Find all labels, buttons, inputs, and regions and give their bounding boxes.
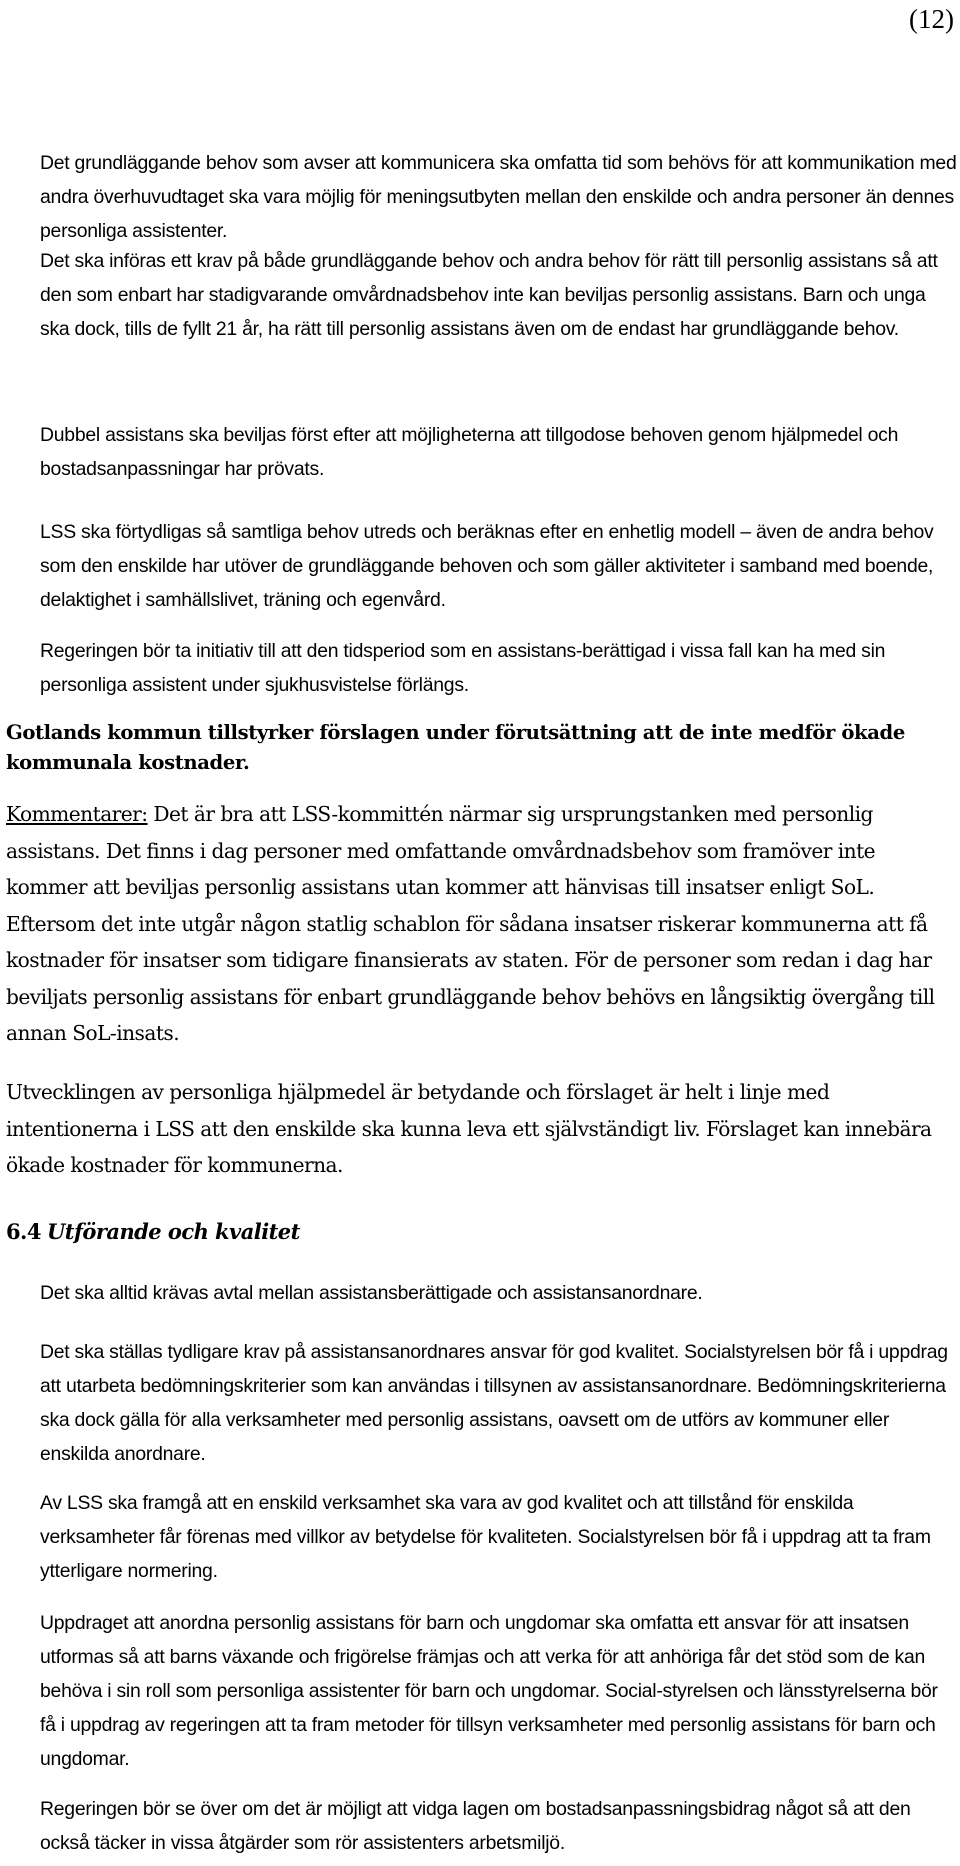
page-number: (12) (909, 4, 954, 34)
comments-text: Det är bra att LSS-kommittén närmar sig ursprungstanken med personlig assistans. Det finns i dag personer med omfattande omvårdnadsbehov som framöver inte kommer att beviljas personlig assistans utan kommer att hänvisas till insatser enligt SoL. Eftersom det inte utgår någon statlig schablon för sådana insatser riskerar kommunerna att få kostnader för insatser som tidigare finansierats av staten. För de personer som redan i dag har beviljats personlig assistans för enbart grundläggande behov behövs en långsiktig övergång till annan SoL-insats. (6, 802, 935, 1045)
section-number: 6.4 (6, 1219, 41, 1244)
municipality-statement: Gotlands kommun tillstyrker förslagen under förutsättning att de inte medför ökade kommunala kostnader. (6, 721, 905, 774)
paragraph-comments (6, 796, 956, 1052)
paragraph-children-assistance: Uppdraget att anordna personlig assistans för barn och ungdomar ska omfatta ett ansvar för att insatsen utformas så att barns växande och frigörelse främjas och att verka för att anhöriga får det stöd som de kan behöva i sin roll som personliga assistenter för barn och ungdomar. Social-styrelsen och länsstyrelserna bör få i uppdrag av regeringen att ta fram metoder för tillsyn verksamheter med personlig assistans för barn och ungdomar. (40, 1612, 938, 1770)
paragraph-quality-requirements: Det ska ställas tydligare krav på assistansanordnares ansvar för god kvalitet. Socialstyrelsen bör få i uppdrag att utarbeta bedömningskriterier som kan användas i tillsynen av assistansanordnare. Bedömningskriterierna ska dock gälla för alla verksamheter med personlig assistans, oavsett om de utförs av kommuner eller enskilda anordnare. (40, 1341, 948, 1465)
section-title: Utförande och kvalitet (47, 1219, 300, 1244)
paragraph-lss-quality: Av LSS ska framgå att en enskild verksamhet ska vara av god kvalitet och att tillstånd för enskilda verksamheter får förenas med villkor av betydelse för kvaliteten. Socialstyrelsen bör få i uppdrag att ta fram ytterligare normering. (40, 1492, 931, 1582)
paragraph-lss-clarification: LSS ska förtydligas så samtliga behov utreds och beräknas efter en enhetlig modell – även de andra behov som den enskilde har utöver de grundläggande behoven och som gäller aktiviteter i samband med boende, delaktighet i samhällslivet, träning och egenvård. (40, 521, 934, 611)
paragraph-communication-needs: Det grundläggande behov som avser att kommunicera ska omfatta tid som behövs för att kommunikation med andra överhuvudtaget ska vara möjlig för meningsutbyten mellan den enskilde och andra personer än dennes personliga assistenter. (40, 152, 957, 242)
paragraph-assistive-devices: Utvecklingen av personliga hjälpmedel är betydande och förslaget är helt i linje med intentionerna i LSS att den enskilde ska kunna leva ett självständigt liv. Förslaget kan innebära ökade kostnader för kommunerna. (6, 1080, 932, 1177)
section-heading (6, 1216, 956, 1248)
paragraph-basic-needs-requirement: Det ska införas ett krav på både grundläggande behov och andra behov för rätt till personlig assistans så att den som enbart har stadigvarande omvårdnadsbehov inte kan beviljas personlig assistans. Barn och unga ska dock, tills de fyllt 21 år, ha rätt till personlig assistans även om de endast har grundläggande behov. (40, 250, 938, 340)
paragraph-hospital-stay: Regeringen bör ta initiativ till att den tidsperiod som en assistans-berättigad i vissa fall kan ha med sin personliga assistent under sjukhusvistelse förlängs. (40, 640, 886, 696)
paragraph-housing-adaptation: Regeringen bör se över om det är möjligt att vidga lagen om bostadsanpassningsbidrag något så att den också täcker in vissa åtgärder som rör assistenters arbetsmiljö. (40, 1798, 911, 1854)
paragraph-agreement-requirement: Det ska alltid krävas avtal mellan assistansberättigade och assistansanordnare. (40, 1282, 703, 1304)
paragraph-double-assistance: Dubbel assistans ska beviljas först efter att möjligheterna att tillgodose behoven genom hjälpmedel och bostadsanpassningar har prövats. (40, 424, 899, 480)
comments-label: Kommentarer: (6, 802, 148, 826)
